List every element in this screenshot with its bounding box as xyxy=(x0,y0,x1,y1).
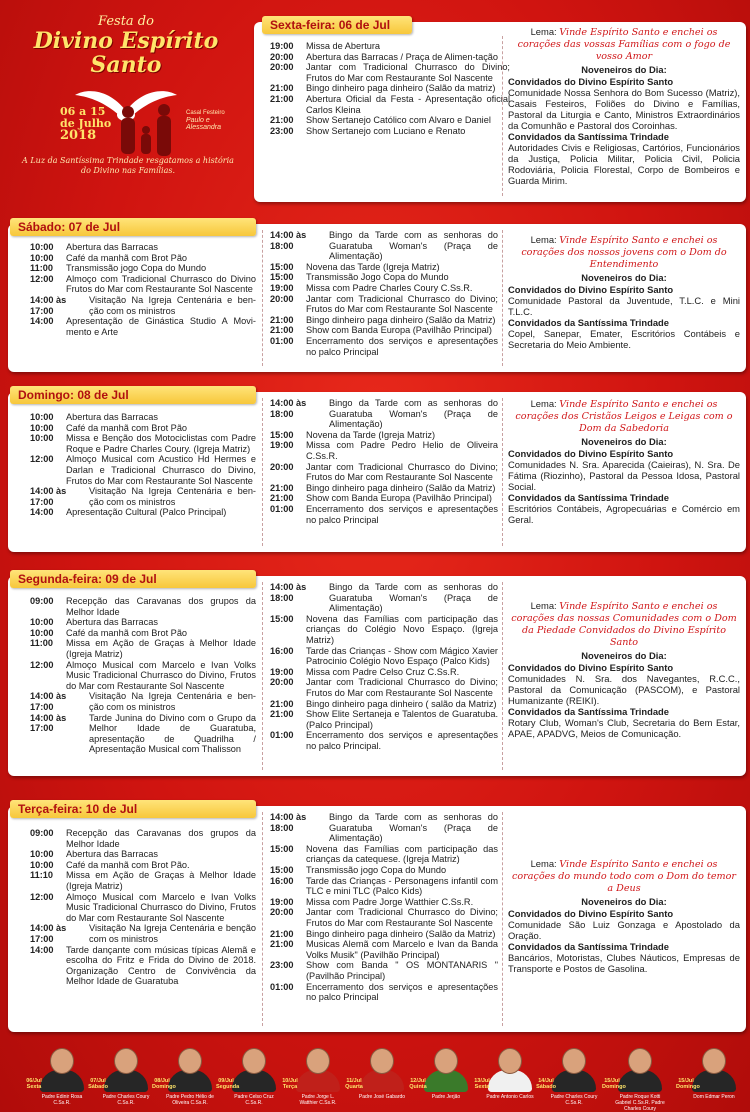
priest-photo: 08/Jul Domingo Padre Pedro Hélio de Oliveira C.Ss.R. xyxy=(160,1040,218,1112)
lema-text: Lema: Vinde Espírito Santo e enchei os corações dos nossos jovens com o Dom do Entendimento xyxy=(521,234,727,270)
priest-photo: 15/Jul Domingo Padre Roque Kotti Gabriel C.Ss.R. Padre Charles Coury xyxy=(610,1040,668,1112)
group-text: Comunidade Nossa Senhora do Bom Sucesso (Matriz), Casais Festeiros, Foliões do Divino e Famílias, Pastoral da Liturgia e Canto, Ministros Extraordinários da Comunhão e Pastoral dos Coroinhas. xyxy=(508,87,740,131)
schedule-left xyxy=(30,596,256,755)
schedule-left xyxy=(30,412,256,518)
day-tab-terca: Terça-feira: 10 de Jul xyxy=(10,800,256,818)
schedule-left xyxy=(270,41,510,136)
schedule-row: 20:00 Jantar com Tradicional Churrasco do Divino; Frutos do Mar com Restaurante Sol Nascente xyxy=(270,677,498,698)
group-heading: Convidados da Santíssima Trindade xyxy=(508,131,669,142)
schedule-row: 15:00 Novena das Famílias com participação das crianças do Colégio Novo Espaço. (Igreja Matriz) xyxy=(270,613,498,645)
schedule-row: 19:00 Missa com Padre Charles Coury C.Ss.R. xyxy=(270,282,473,293)
schedule-row: 10:00 Café da manhã com Brot Pão xyxy=(30,627,188,638)
schedule-row: 10:00 Café da manhã com Brot Pão. xyxy=(30,859,190,870)
priest-photo: 07/Jul Sábado Padre Charles Coury C.Ss.R. xyxy=(96,1040,154,1112)
noveneiros-heading: Noveneiros do Dia: xyxy=(581,650,667,661)
day-tab-segunda: Segunda-feira: 09 de Jul xyxy=(10,570,256,588)
schedule-row: 19:00 Missa com Padre Celso Cruz C.Ss.R. xyxy=(270,666,460,677)
schedule-row: 20:00 Abertura das Barracas / Praça de Alimen-tação xyxy=(270,51,499,62)
group-text: Escritórios Contábeis, Agropecuárias e Comércio em Geral. xyxy=(508,503,740,525)
schedule-row: 10:00 Abertura das Barracas xyxy=(30,617,158,628)
schedule-row: 21:00 Show Elite Sertaneja e Talentos de Guaratuba. (Palco Principal) xyxy=(270,709,498,730)
lema-block xyxy=(508,858,740,974)
schedule-row: 20:00 Jantar com Tradicional Churrasco do Divino; Frutos do Mar com Restaurante Sol Nascente xyxy=(270,461,498,483)
schedule-row: 14:00 às 18:00 Bingo da Tarde com as senhoras do Guaratuba Woman's (Praça de Alimentação) xyxy=(270,812,498,844)
schedule-row: 14:00 Tarde dançante com músicas típicas Alemã e escolha do Fritz e Frida do Divino de 2018. Organização Centro de Convivência da Melhor Idade de Guaratuba xyxy=(30,944,256,987)
schedule-row: 12:00 Almoço Musical com Marcelo e Ivan Volks Music Tradicional Churrasco do Divino, Frutos do Mar com Restaurante Sol Nascente xyxy=(30,891,256,923)
schedule-row: 01:00 Encerramento dos serviços e apresentações no palco Principal xyxy=(270,503,498,525)
schedule-row: 19:00 Missa com Padre Jorge Watthier C.Ss.R. xyxy=(270,896,474,907)
schedule-row: 09:00 Recepção das Caravanas dos grupos da Melhor Idade xyxy=(30,596,256,617)
schedule-row: 15:00 Transmissão jogo Copa do Mundo xyxy=(270,864,447,875)
lema-text: Lema: Vinde Espírito Santo e enchei os corações dos Cristãos Leigos e Leigas com o Dom da Sabedoria xyxy=(515,398,733,434)
lema-block xyxy=(508,234,740,350)
schedule-row: 14:00 às 17:00 Visitação Na Igreja Centenária e ben-ção com os ministros xyxy=(30,294,256,316)
group-text: Rotary Club, Woman's Club, Secretaria do Bem Estar, APAE, APADVG, Meios de Comunicação. xyxy=(508,717,740,739)
schedule-row: 16:00 Tarde das Crianças - Show com Mágico Xavier Patrocinio Colégio Novo Espaço (Palco Kids) xyxy=(270,645,498,667)
schedule-row: 21:00 Show com Banda Europa (Pavilhão Principal) xyxy=(270,493,492,504)
priest-photo: 12/Jul Quinta Padre Jerjão xyxy=(416,1040,474,1112)
schedule-row: 15:00 Transmissão Jogo Copa do Mundo xyxy=(270,272,449,283)
schedule-row: 23:00 Show Sertanejo com Luciano e Renato xyxy=(270,125,466,136)
schedule-row: 11:00 Missa em Ação de Graças à Melhor Idade (Igreja Matriz) xyxy=(30,638,256,659)
schedule-row: 14:00 às 17:00 Visitação Na Igreja Centenária e benção com os ministros xyxy=(30,923,256,944)
schedule-row: 14:00 às 18:00 Bingo da Tarde com as senhoras do Guaratuba Woman's (Praça de Alimentação) xyxy=(270,230,498,262)
schedule-left xyxy=(30,828,256,987)
festa-label: Festa do xyxy=(98,14,154,29)
schedule-row: 14:00 às 17:00 Visitação Na Igreja Centenária e ben-ção com os ministros xyxy=(30,486,256,507)
schedule-row: 10:00 Café da manhã com Brot Pão xyxy=(30,422,188,433)
day-tab-domingo: Domingo: 08 de Jul xyxy=(10,386,256,404)
noveneiros-heading: Noveneiros do Dia: xyxy=(581,64,667,75)
group-heading: Convidados da Santíssima Trindade xyxy=(508,317,669,328)
schedule-row: 10:00 Missa e Benção dos Motociclistas com Padre Roque e Padre Charles Coury. (Igreja Matriz) xyxy=(30,433,256,454)
schedule-row: 20:00 Jantar com Tradicional Churrasco do Divino; Frutos do Mar com Restaurante Sol Nascente xyxy=(270,62,510,83)
schedule-row: 14:00 às 18:00 Bingo da Tarde com as senhoras do Guaratuba Woman's (Praça de Alimentação) xyxy=(270,398,498,430)
schedule-row: 01:00 Encerramento dos serviços e apresentações no palco Principal. xyxy=(270,730,498,751)
group-text: Copel, Sanepar, Emater, Escritórios Contábeis e Secretaria do Meio Ambiente. xyxy=(508,328,740,350)
casal-festeiro: Casal Festeiro Paulo e Alessandra xyxy=(186,110,225,131)
schedule-right xyxy=(270,230,498,357)
schedule-row: 01:00 Encerramento dos serviços e apresentações no palco Principal xyxy=(270,335,498,357)
noveneiros-heading: Noveneiros do Dia: xyxy=(581,896,667,907)
priest-photo: 09/Jul Segunda Padre Celso Cruz C.Ss.R. xyxy=(224,1040,282,1112)
group-text: Bancários, Motoristas, Clubes Náuticos, Empresas de Transporte e Postos de Gasolina. xyxy=(508,952,740,974)
schedule-row: 12:00 Almoço com Tradicional Churrasco do Divino Frutos do Mar com Restaurante Sol Nascente xyxy=(30,273,256,295)
schedule-row: 21:00 Bingo dinheiro paga dinheiro ( salão da Matriz) xyxy=(270,698,497,709)
festival-title: Divino Espírito Santo xyxy=(33,28,219,78)
schedule-row: 21:00 Bingo dinheiro paga dinheiro (Salão da Matriz) xyxy=(270,928,496,939)
lema-block xyxy=(508,600,740,739)
priest-photo: 06/Jul Sexta Padre Edinir Rosa C.Ss.R. xyxy=(32,1040,90,1112)
schedule-row: 16:00 Tarde das Crianças - Personagens infantil com TLC e mini TLC (Palco Kids) xyxy=(270,875,498,897)
day-tab-sexta: Sexta-feira: 06 de Jul xyxy=(262,16,412,34)
schedule-row: 10:00 Café da manhã com Brot Pão xyxy=(30,252,188,263)
schedule-right xyxy=(270,398,498,525)
schedule-row: 11:10 Missa em Ação de Graças à Melhor Idade (Igreja Matriz) xyxy=(30,870,256,891)
schedule-row: 21:00 Abertura Oficial da Festa - Apresentação oficial Carlos Kleina xyxy=(270,93,510,115)
group-heading: Convidados da Santíssima Trindade xyxy=(508,706,669,717)
schedule-row: 11:00 Transmissão jogo Copa do Mundo xyxy=(30,263,207,274)
group-heading: Convidados do Divino Espírito Santo xyxy=(508,76,674,87)
group-heading: Convidados da Santíssima Trindade xyxy=(508,492,669,503)
group-heading: Convidados do Divino Espírito Santo xyxy=(508,448,674,459)
day-card-sexta xyxy=(254,22,746,202)
schedule-row: 10:00 Abertura das Barracas xyxy=(30,849,158,860)
lema-text: Lema: Vinde Espírito Santo e enchei os corações das nossas Comunidades com o Dom da Piedade Convidados do Divino Espírito Santo xyxy=(511,600,737,648)
group-text: Comunidades N. Sra. dos Navegantes, R.C.C., Pastoral da Comunicação (PASCOM), e Pastoral Humanizante (REIKI). xyxy=(508,673,740,706)
priest-photo: 13/Jul Sexta Padre Antonio Carlos xyxy=(480,1040,538,1112)
schedule-row: 19:00 Missa com Padre Pedro Helio de Oliveira C.Ss.R. xyxy=(270,440,498,461)
day-tab-sabado: Sábado: 07 de Jul xyxy=(10,218,256,236)
schedule-row: 21:00 Musicas Alemã com Marcelo e Ivan da Banda Volks Musik" (Pavilhão Principal) xyxy=(270,939,498,960)
priest-photo: 15/Jul Domingo Dom Edmar Peron xyxy=(684,1040,742,1112)
group-text: Comunidades N. Sra. Aparecida (Caieiras), N. Sra. De Fátima (Riozinho), Pastoral da Pessoa Idosa, Pastoral Social. xyxy=(508,459,740,492)
schedule-row: 01:00 Encerramento dos serviços e apresentações no palco Principal xyxy=(270,981,498,1003)
schedule-right xyxy=(270,582,498,752)
day-card-domingo xyxy=(8,392,746,552)
schedule-row: 21:00 Show Sertanejo Católico com Alvaro e Daniel xyxy=(270,115,491,126)
day-card-segunda xyxy=(8,576,746,776)
group-text: Comunidade Pastoral da Juventude, T.L.C. e Mini T.L.C. xyxy=(508,295,740,317)
festival-motto: A Luz da Santíssima Trindade resgatamos a história do Divino nas Famílias. xyxy=(22,156,234,175)
schedule-row: 14:00 às 17:00 Visitação Na Igreja Centenária e ben-ção com os ministros xyxy=(30,691,256,712)
lema-block xyxy=(508,398,740,525)
schedule-row: 21:00 Bingo dinheiro paga dinheiro (Salão da matriz) xyxy=(270,83,496,94)
family-silhouette-icon xyxy=(106,98,186,162)
priest-photo: 11/Jul Quarta Padre José Gabardo xyxy=(352,1040,410,1112)
festival-dates: 06 a 15 de Julho 2018 xyxy=(60,105,112,143)
schedule-row: 10:00 Abertura das Barracas xyxy=(30,242,158,252)
schedule-row: 15:00 Novena das Tarde (Igreja Matriz) xyxy=(270,261,440,272)
festival-logo xyxy=(8,8,244,204)
group-heading: Convidados da Santíssima Trindade xyxy=(508,941,669,952)
priests-strip xyxy=(0,1040,750,1112)
schedule-row: 14:00 às 17:00 Tarde Junina do Divino com o Grupo da Melhor Idade de Guaratuba, apresentação de Quadrilha / Apresentação Musical com Thalisson xyxy=(30,712,256,755)
schedule-row: 12:00 Almoço Musical com Marcelo e Ivan Volks Music Tradicional Churrasco do Divino, Frutos do Mar com Restaurante Sol Nascente xyxy=(30,659,256,691)
priest-photo: 10/Jul Terça Padre Jorge L. Watthier C.Ss.R. xyxy=(288,1040,346,1112)
noveneiros-heading: Noveneiros do Dia: xyxy=(581,436,667,447)
day-card-sabado xyxy=(8,224,746,372)
group-heading: Convidados do Divino Espírito Santo xyxy=(508,284,674,295)
schedule-row: 23:00 Show com Banda " OS MONTANARIS " (Pavilhão Principal) xyxy=(270,960,498,981)
schedule-row: 21:00 Bingo dinheiro paga dinheiro (Salão da Matriz) xyxy=(270,314,496,325)
noveneiros-heading: Noveneiros do Dia: xyxy=(581,272,667,283)
schedule-row: 15:00 Novena das Famílias com participação das crianças da catequese. (Igreja Matriz) xyxy=(270,843,498,865)
lema-text: Lema: Vinde Espírito Santo e enchei os corações do mundo todo com o Dom do temor a Deus xyxy=(512,858,736,894)
schedule-right xyxy=(270,812,498,1003)
schedule-row: 14:00 Apresentação Cultural (Palco Principal) xyxy=(30,507,227,518)
group-heading: Convidados do Divino Espírito Santo xyxy=(508,908,674,919)
priest-photo: 14/Jul Sábado Padre Charles Coury C.Ss.R. xyxy=(544,1040,602,1112)
lema-block xyxy=(508,26,740,186)
schedule-row: 12:00 Almoço Musical com Acustico Hd Hermes e Darlan e Tradicional Churrasco do Divino, Frutos do Mar com Restaurante Sol Nascente xyxy=(30,454,256,486)
schedule-row: 21:00 Bingo dinheiro paga dinheiro (Salão da Matriz) xyxy=(270,482,496,493)
group-text: Autoridades Civis e Religiosas, Cartórios, Funcionários da Justiça, Policia Militar, Policia Civil, Policia Rodoviária, Policia Florestal, Corpo de Bombeiros e Guarda Mirim. xyxy=(508,142,740,186)
schedule-row: 21:00 Show com Banda Europa (Pavilhão Principal) xyxy=(270,325,492,336)
lema-text: Lema: Vinde Espírito Santo e enchei os corações das vossas Famílias com o fogo de vosso Amor xyxy=(517,26,731,62)
schedule-row: 09:00 Recepção das Caravanas dos grupos da Melhor Idade xyxy=(30,828,256,849)
schedule-row: 19:00 Missa de Abertura xyxy=(270,41,381,51)
schedule-row: 20:00 Jantar com Tradicional Churrasco do Divino; Frutos do Mar com Restaurante Sol Nascente xyxy=(270,293,498,315)
schedule-row: 14:00 às 18:00 Bingo da Tarde com as senhoras do Guaratuba Woman's (Praça de Alimentação) xyxy=(270,582,498,614)
group-text: Comunidade São Luiz Gonzaga e Apostolado da Oração. xyxy=(508,919,740,941)
schedule-row: 20:00 Jantar com Tradicional Churrasco do Divino; Frutos do Mar com Restaurante Sol Nascente xyxy=(270,907,498,928)
schedule-row: 15:00 Novena da Tarde (Igreja Matriz) xyxy=(270,429,436,440)
schedule-left xyxy=(30,242,256,337)
day-card-terca xyxy=(8,806,746,1032)
schedule-row: 10:00 Abertura das Barracas xyxy=(30,412,158,422)
group-heading: Convidados do Divino Espírito Santo xyxy=(508,662,674,673)
schedule-row: 14:00 Apresentação de Ginástica Studio A Movi-mento e Arte xyxy=(30,316,256,337)
